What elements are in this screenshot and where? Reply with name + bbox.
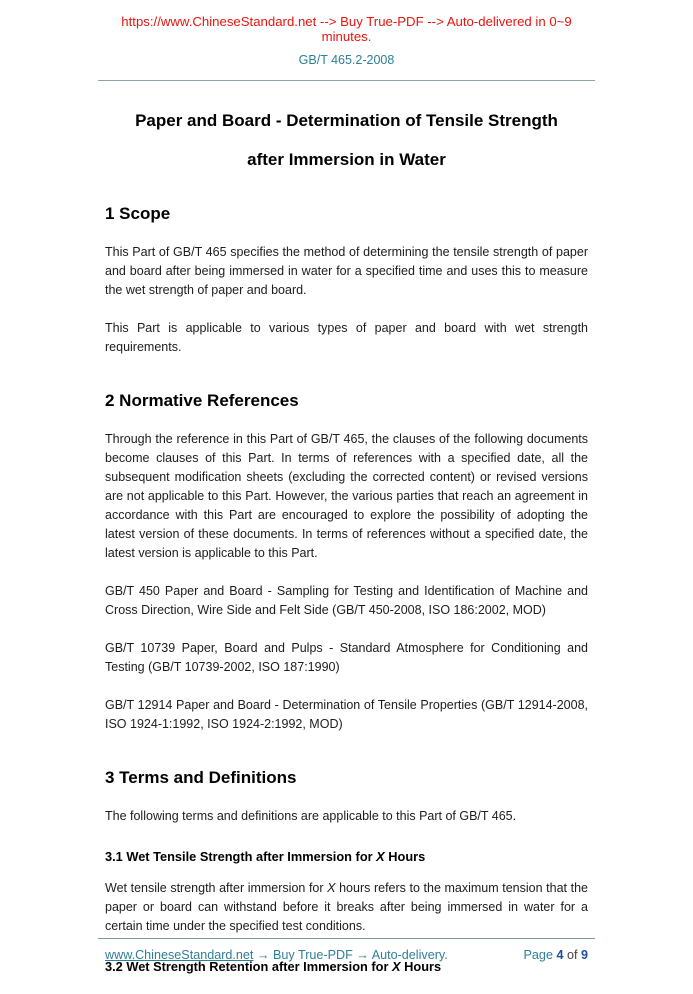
page-current-number: 4 <box>556 948 564 962</box>
section-heading-scope: 1 Scope <box>105 204 171 223</box>
subsection-3-1-heading <box>105 849 588 864</box>
terms-intro-paragraph: The following terms and definitions are applicable to this Part of GB/T 465. <box>105 809 517 823</box>
terms-3-1-paragraph <box>105 879 588 936</box>
scope-paragraph-1: This Part of GB/T 465 specifies the method of determining the tensile strength of paper and board after being immersed in water for a specified time and uses this to measure the wet strength of paper and board. <box>105 245 588 297</box>
subsection-3-1-heading-post: Hours <box>384 849 426 864</box>
terms-3-1-paragraph-pre: Wet tensile strength after immersion for <box>105 881 328 895</box>
normative-reference-3: GB/T 12914 Paper and Board - Determination of Tensile Properties (GB/T 12914-2008, ISO 1924-1:1992, ISO 1924-2:1992, MOD) <box>105 698 588 731</box>
footer-site-link[interactable]: www.ChineseStandard.net <box>105 948 254 962</box>
header-divider <box>98 80 595 81</box>
subsection-3-2-heading-x: X <box>392 959 401 974</box>
doc-title-line2: after Immersion in Water <box>247 150 446 169</box>
document-page <box>0 14 693 974</box>
section-heading-normative-references: 2 Normative References <box>105 391 299 410</box>
standard-number: GB/T 465.2-2008 <box>298 53 395 67</box>
normative-reference-1: GB/T 450 Paper and Board - Sampling for Testing and Identification of Machine and Cross Direction, Wire Side and Felt Side (GB/T 450-2008, ISO 186:2002, MOD) <box>105 584 588 617</box>
page-footer <box>98 938 595 962</box>
subsection-3-1-heading-pre: 3.1 Wet Tensile Strength after Immersion for <box>105 849 377 864</box>
footer-delivery-line <box>105 948 448 962</box>
page-indicator <box>524 948 588 962</box>
section-heading-terms-definitions: 3 Terms and Definitions <box>105 768 297 787</box>
subsection-3-1-heading-x: X <box>376 849 385 864</box>
header-promo-text: https://www.ChineseStandard.net --> Buy True-PDF --> Auto-delivered in 0~9 minutes. <box>121 14 572 44</box>
doc-title-line1: Paper and Board - Determination of Tensile Strength <box>135 111 558 130</box>
subsection-3-2-heading-post: Hours <box>400 959 442 974</box>
terms-3-1-paragraph-x: X <box>327 881 336 895</box>
footer-delivery-text: → Buy True-PDF → Auto-delivery. <box>253 948 448 962</box>
normative-intro-paragraph: Through the reference in this Part of GB/T 465, the clauses of the following documents become clauses of this Part. In terms of references with a specified date, all the subsequent modification sheets (excluding the corrected content) or revised versions are not applicable to this Part. However, the various parties that reach an agreement in accordance with this Part are encouraged to explore the possibility of adopting the latest version of these documents. In terms of references without a specified date, the latest version is applicable to this Part. <box>105 432 588 560</box>
subsection-3-2-heading-pre: 3.2 Wet Strength Retention after Immersion for <box>105 959 393 974</box>
normative-reference-2: GB/T 10739 Paper, Board and Pulps - Standard Atmosphere for Conditioning and Testing (GB/T 10739-2002, ISO 187:1990) <box>105 641 588 674</box>
page-total-number: 9 <box>580 948 588 962</box>
terms-3-1-paragraph-post: hours refers to the maximum tension that the paper or board can withstand before it breaks after being immersed in water for a certain time under the specified test conditions. <box>105 881 588 933</box>
page-label: Page <box>523 948 553 962</box>
page-of-label: of <box>566 948 578 962</box>
footer-divider <box>98 938 595 939</box>
scope-paragraph-2: This Part is applicable to various types of paper and board with wet strength requirements. <box>105 321 588 354</box>
